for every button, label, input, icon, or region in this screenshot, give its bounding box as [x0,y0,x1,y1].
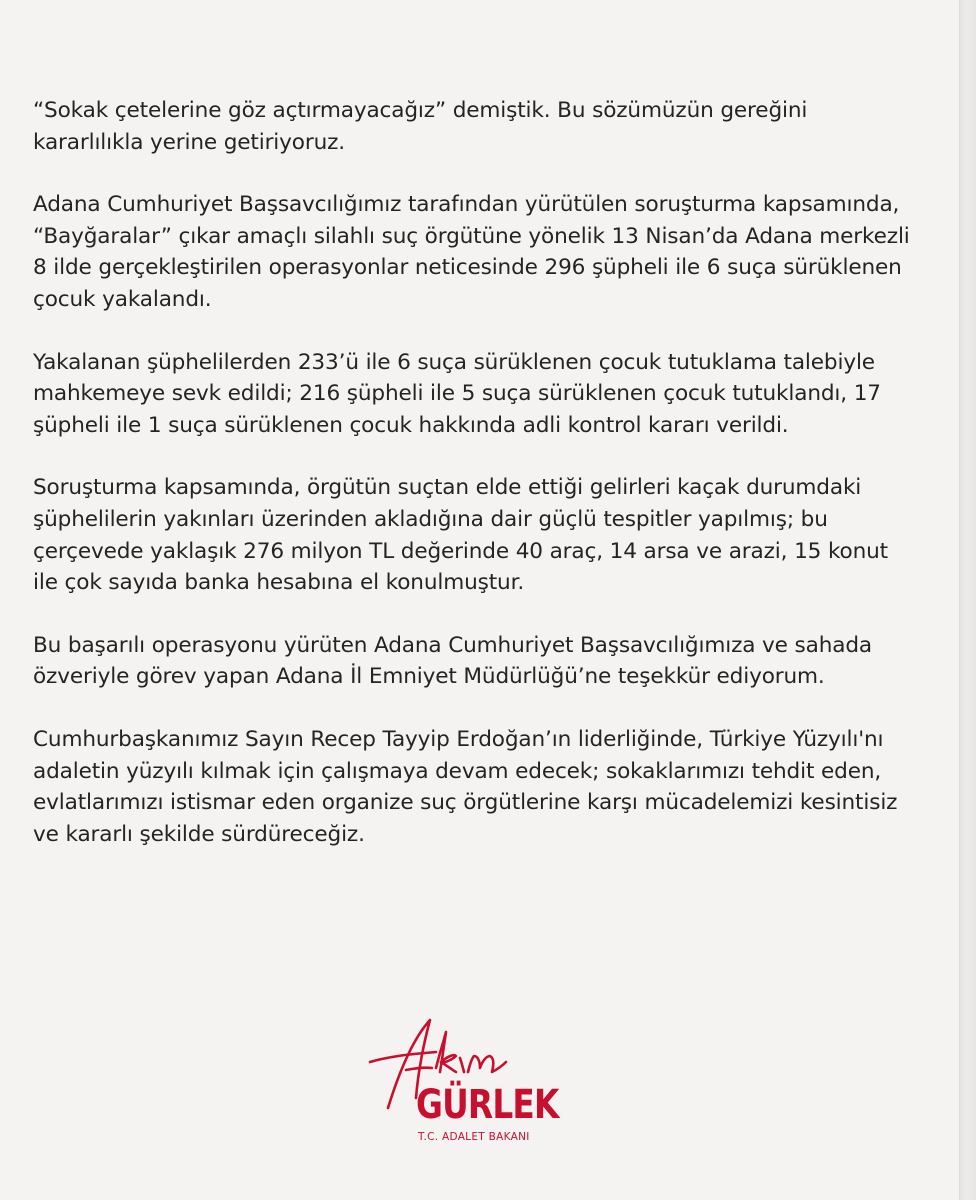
paragraph-2: Adana Cumhuriyet Başsavcılığımız tarafından yürütülen soruşturma kapsamında, “Bayğaralar” çıkar amaçlı silahlı suç örgütüne yönelik 13 Nisan’da Adana merkezli 8 ilde gerçekleştirilen operasyonlar neticesinde 296 şüpheli ile 6 suça sürüklenen çocuk yakalandı. [33,192,910,312]
paragraph-4: Soruşturma kapsamında, örgütün suçtan elde ettiği gelirleri kaçak durumdaki şüphelilerin yakınları üzerinden akladığına dair güçlü tespitler yapılmış; bu çerçevede yaklaşık 276 milyon TL değerinde 40 araç, 14 arsa ve arazi, 15 konut ile çok sayıda banka hesabına el konulmuştur. [33,475,888,596]
paragraph-3: Yakalanan şüphelilerden 233’ü ile 6 suça sürüklenen çocuk tutuklama talebiyle mahkemeye sevk edildi; 216 şüpheli ile 5 suça sürüklenen çocuk tutuklandı, 17 şüpheli ile 1 suça sürüklenen çocuk hakkında adli kontrol kararı verildi. [33,349,881,438]
paragraph-6: Cumhurbaşkanımız Sayın Recep Tayyip Erdoğan’ın liderliğinde, Türkiye Yüzyılı'nı adaletin yüzyılı kılmak için çalışmaya devam edecek; sokaklarımızı tehdit eden, evlatlarımızı istismar eden organize suç örgütlerine karşı mücadelemizi kesintisiz ve kararlı şekilde sürdüreceğiz. [33,726,898,847]
statement-body [33,95,913,881]
paragraph-1: “Sokak çetelerine göz açtırmayacağız” demiştik. Bu sözümüzün gereğini kararlılıkla yerine getiriyoruz. [33,98,808,155]
signature-block [366,1012,559,1152]
paragraph-5: Bu başarılı operasyonu yürüten Adana Cumhuriyet Başsavcılığımıza ve sahada özveriyle görev yapan Adana İl Emniyet Müdürlüğü’ne teşekkür ediyorum. [33,632,872,690]
signature-surname: GÜRLEK [416,1082,559,1128]
signature-title: T.C. ADALET BAKANI [418,1131,530,1143]
page-edge [959,0,976,1200]
